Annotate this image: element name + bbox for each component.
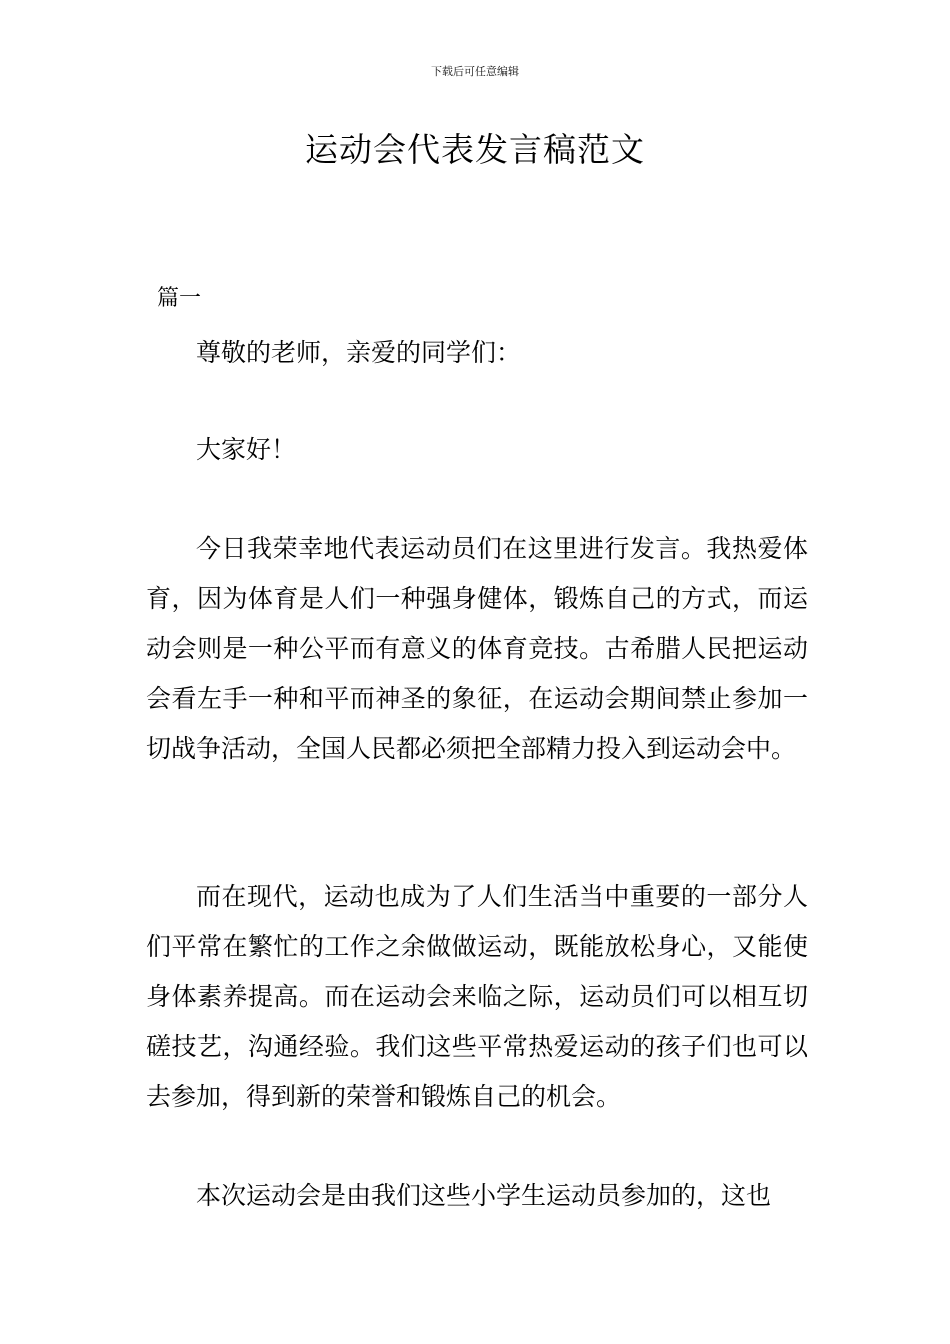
body-paragraph: 今日我荣幸地代表运动员们在这里进行发言。我热爱体育，因为体育是人们一种强身健体，锻炼自己的方式，而运动会则是一种公平而有意义的体育竞技。古希腊人民把运动会看左手一种和平而神圣的象征，在运动会期间禁止参加一切战争活动，全国人民都必须把全部精力投入到运动会中。 — [146, 534, 808, 763]
page-title: 运动会代表发言稿范文 — [305, 130, 645, 169]
body-paragraph: 本次运动会是由我们这些小学生运动员参加的，这也 — [196, 1181, 772, 1210]
greeting-paragraph: 尊敬的老师，亲爱的同学们： — [196, 338, 522, 367]
header-note: 下载后可任意编辑 — [431, 65, 519, 78]
section-label: 篇一 — [157, 286, 202, 311]
body-paragraph: 而在现代，运动也成为了人们生活当中重要的一部分人们平常在繁忙的工作之余做做运动，既能放松身心，又能使身体素养提高。而在运动会来临之际，运动员们可以相互切磋技艺，沟通经验。我们这些平常热爱运动的孩子们也可以去参加，得到新的荣誉和锻炼自己的机会。 — [146, 882, 808, 1111]
hello-paragraph: 大家好！ — [196, 435, 297, 464]
